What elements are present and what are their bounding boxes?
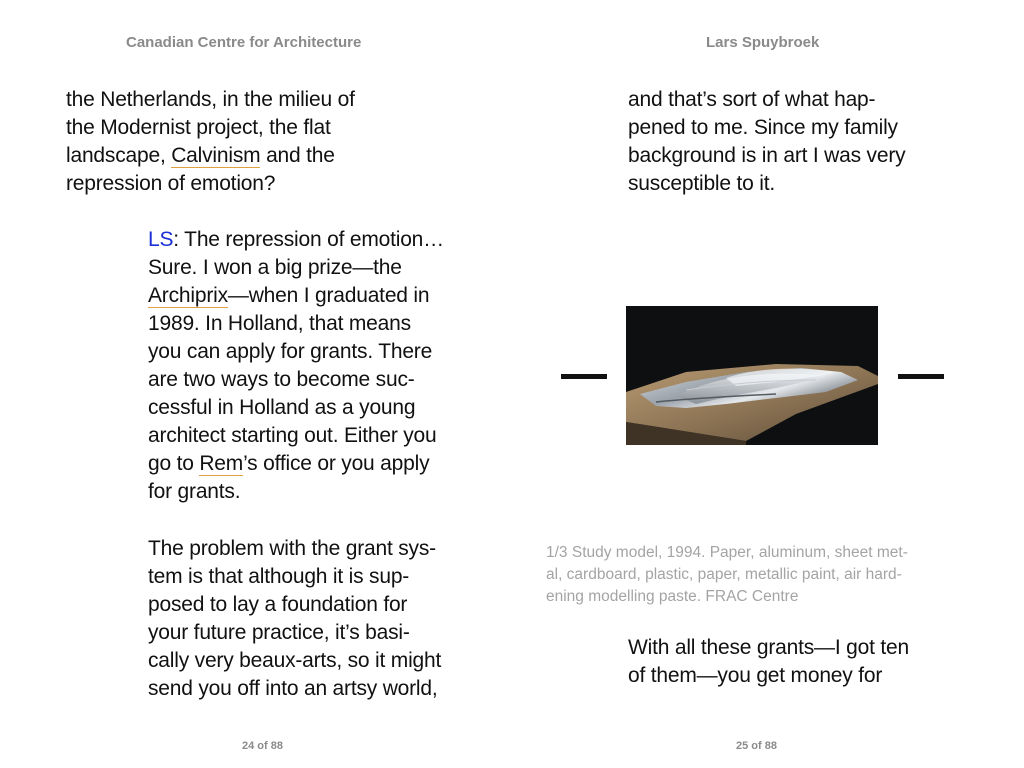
text-segment: susceptible to it. bbox=[628, 172, 775, 195]
text-segment: landscape, bbox=[66, 144, 172, 167]
question-paragraph bbox=[66, 86, 355, 198]
text-line bbox=[628, 634, 909, 662]
caption-line: ening modelling paste. FRAC Centre bbox=[546, 588, 799, 605]
text-segment: the Modernist project, the flat bbox=[66, 116, 331, 139]
continuation-paragraph bbox=[628, 86, 905, 198]
text-segment: architect starting out. Either you bbox=[148, 424, 437, 447]
text-segment: for grants. bbox=[148, 480, 241, 503]
text-line bbox=[148, 563, 441, 591]
text-line bbox=[148, 675, 441, 703]
caption-line: al, cardboard, plastic, paper, metallic paint, air hard- bbox=[546, 566, 902, 583]
running-head-left: Canadian Centre for Architecture bbox=[126, 34, 362, 51]
answer-paragraph bbox=[148, 226, 444, 506]
study-model-image bbox=[626, 306, 878, 445]
text-line bbox=[148, 535, 441, 563]
text-segment: cally very beaux-arts, so it might bbox=[148, 649, 442, 672]
text-line bbox=[628, 142, 905, 170]
text-segment: you can apply for grants. There bbox=[148, 340, 433, 363]
text-segment: pened to me. Since my family bbox=[628, 116, 898, 139]
text-segment: cessful in Holland as a young bbox=[148, 396, 416, 419]
text-line bbox=[148, 282, 444, 310]
text-segment: and that’s sort of what hap- bbox=[628, 88, 876, 111]
text-segment: are two ways to become suc- bbox=[148, 368, 415, 391]
text-line bbox=[628, 170, 905, 198]
text-line bbox=[148, 478, 444, 506]
figure-caption bbox=[546, 542, 966, 608]
grants-paragraph bbox=[628, 634, 909, 690]
text-segment: the Netherlands, in the milieu of bbox=[66, 88, 355, 111]
glossary-link[interactable]: Archiprix bbox=[148, 284, 228, 307]
text-line bbox=[148, 254, 444, 282]
text-line bbox=[66, 142, 355, 170]
page-number-right: 25 of 88 bbox=[736, 740, 777, 752]
text-segment: your future practice, it’s basi- bbox=[148, 621, 410, 644]
text-line bbox=[148, 619, 441, 647]
text-segment: of them—you get money for bbox=[628, 664, 883, 687]
text-line bbox=[148, 394, 444, 422]
text-line bbox=[148, 366, 444, 394]
text-line bbox=[66, 114, 355, 142]
next-figure-dash[interactable] bbox=[898, 374, 944, 379]
text-line bbox=[148, 450, 444, 478]
text-segment: With all these grants—I got ten bbox=[628, 636, 909, 659]
speaker-initials: LS bbox=[148, 228, 174, 251]
text-segment: The problem with the grant sys- bbox=[148, 537, 436, 560]
text-segment: : The repression of emotion… bbox=[173, 228, 444, 251]
text-segment: repression of emotion? bbox=[66, 172, 276, 195]
running-head-right: Lars Spuybroek bbox=[706, 34, 820, 51]
text-segment: background is in art I was very bbox=[628, 144, 906, 167]
text-segment: tem is that although it is sup- bbox=[148, 565, 410, 588]
text-line bbox=[66, 170, 355, 198]
text-line bbox=[628, 662, 909, 690]
text-line bbox=[628, 86, 905, 114]
glossary-link[interactable]: Rem bbox=[199, 452, 244, 475]
text-segment: posed to lay a foundation for bbox=[148, 593, 408, 616]
right-page bbox=[512, 0, 1024, 768]
text-line bbox=[148, 422, 444, 450]
text-segment: go to bbox=[148, 452, 200, 475]
text-segment: 1989. In Holland, that means bbox=[148, 312, 411, 335]
caption-line: 1/3 Study model, 1994. Paper, aluminum, sheet met- bbox=[546, 544, 908, 561]
text-segment: Sure. I won a big prize—the bbox=[148, 256, 402, 279]
text-segment: —when I graduated in bbox=[227, 284, 430, 307]
text-line bbox=[148, 338, 444, 366]
text-line bbox=[148, 226, 444, 254]
text-line bbox=[66, 86, 355, 114]
text-line bbox=[628, 114, 905, 142]
text-segment: ’s office or you apply bbox=[243, 452, 430, 475]
previous-figure-dash[interactable] bbox=[561, 374, 607, 379]
grant-system-paragraph bbox=[148, 535, 441, 703]
text-line bbox=[148, 310, 444, 338]
text-segment: send you off into an artsy world, bbox=[148, 677, 438, 700]
glossary-link[interactable]: Calvinism bbox=[171, 144, 261, 167]
text-line bbox=[148, 647, 441, 675]
page-number-left: 24 of 88 bbox=[242, 740, 283, 752]
text-line bbox=[148, 591, 441, 619]
study-model-photo[interactable] bbox=[626, 306, 878, 445]
text-segment: and the bbox=[260, 144, 335, 167]
